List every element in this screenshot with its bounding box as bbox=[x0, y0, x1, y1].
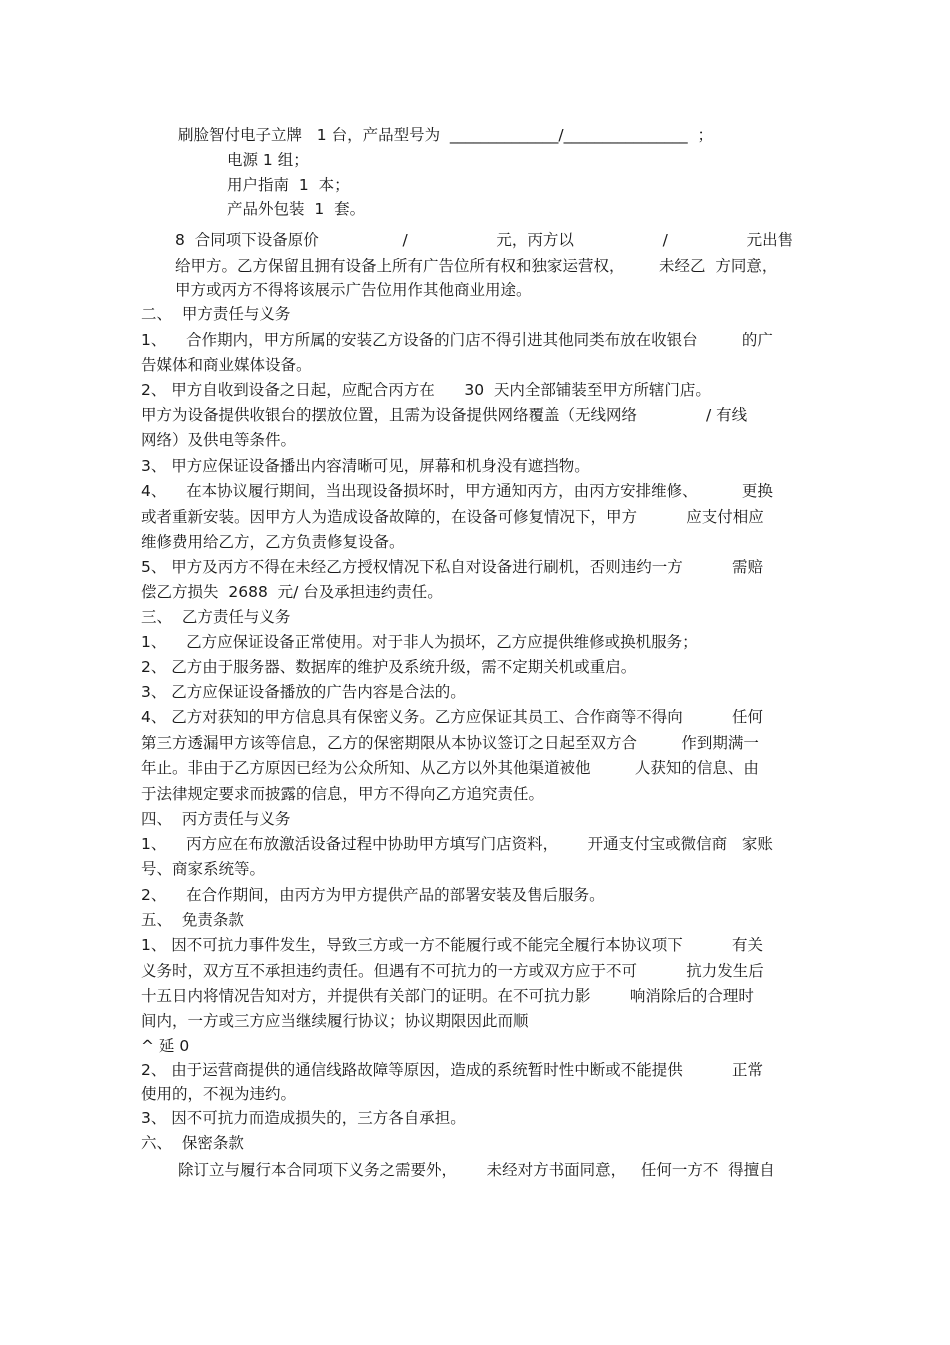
text-line: 号、商家系统等。 bbox=[141, 860, 266, 878]
text-line: 3、 甲方应保证设备播出内容清晰可见，屏幕和机身没有遮挡物。 bbox=[141, 457, 590, 475]
text-line: 偿乙方损失 2688 元/ 台及承担违约责任。 bbox=[141, 583, 443, 601]
text-line: 2、 乙方由于服务器、数据库的维护及系统升级，需不定期关机或重启。 bbox=[141, 658, 637, 676]
text-line: 除订立与履行本合同项下义务之需要外， 未经对方书面同意， 任何一方不 得擅自 bbox=[178, 1161, 775, 1179]
text-line: 于法律规定要求而披露的信息，甲方不得向乙方追究责任。 bbox=[141, 785, 545, 803]
text-line: 第三方透漏甲方该等信息，乙方的保密期限从本协议签订之日起至双方合 作到期满一 bbox=[141, 734, 759, 752]
text-line: 使用的，不视为违约。 bbox=[141, 1085, 297, 1103]
text-line: 2、 由于运营商提供的通信线路故障等原因，造成的系统暂时性中断或不能提供 正常 bbox=[141, 1061, 764, 1079]
text-line: 产品外包装 1 套。 bbox=[227, 200, 366, 218]
text-line: 1、 乙方应保证设备正常使用。对于非人为损坏，乙方应提供维修或换机服务； bbox=[141, 633, 698, 651]
text-line: 甲方或丙方不得将该展示广告位用作其他商业用途。 bbox=[175, 281, 532, 299]
section-heading: 二、 甲方责任与义务 bbox=[141, 305, 291, 323]
section-heading: 六、 保密条款 bbox=[141, 1134, 244, 1152]
text-line: 告媒体和商业媒体设备。 bbox=[141, 356, 312, 374]
text-line: 4、 在本协议履行期间，当出现设备损坏时，甲方通知丙方，由丙方安排维修、 更换 bbox=[141, 482, 773, 500]
text-line: ^ 延 0 bbox=[141, 1037, 190, 1055]
text-line: 2、 在合作期间，由丙方为甲方提供产品的部署安装及售后服务。 bbox=[141, 886, 605, 904]
text-line: 1、 丙方应在布放激活设备过程中协助甲方填写门店资料， 开通支付宝或微信商 家账 bbox=[141, 835, 773, 853]
text-line: 十五日内将情况告知对方，并提供有关部门的证明。在不可抗力影 响消除后的合理时 bbox=[141, 987, 754, 1005]
text-line: 电源 1 组； bbox=[227, 151, 309, 169]
section-heading: 四、 丙方责任与义务 bbox=[141, 810, 291, 828]
text-line: 4、 乙方对获知的甲方信息具有保密义务。乙方应保证其员工、合作商等不得向 任何 bbox=[141, 708, 764, 726]
text-line: 或者重新安装。因甲方人为造成设备故障的，在设备可修复情况下，甲方 应支付相应 bbox=[141, 508, 764, 526]
text-line: 5、 甲方及丙方不得在未经乙方授权情况下私自对设备进行刷机，否则违约一方 需赔 bbox=[141, 558, 764, 576]
text-line: 3、 因不可抗力而造成损失的，三方各自承担。 bbox=[141, 1109, 466, 1127]
text-line: 维修费用给乙方，乙方负责修复设备。 bbox=[141, 533, 405, 551]
text-line: 3、 乙方应保证设备播放的广告内容是合法的。 bbox=[141, 683, 466, 701]
text-line: 刷脸智付电子立牌 1 台，产品型号为 ______________/________________ ； bbox=[178, 126, 714, 144]
text-line: 间内，一方或三方应当继续履行协议；协议期限因此而顺 bbox=[141, 1012, 529, 1030]
section-heading: 五、 免责条款 bbox=[141, 911, 244, 929]
text-line: 8 合同项下设备原价 / 元，丙方以 / 元出售 bbox=[175, 231, 794, 249]
text-line: 年止。非由于乙方原因已经为公众所知、从乙方以外其他渠道被他 人获知的信息、由 bbox=[141, 759, 759, 777]
text-line: 用户指南 1 本； bbox=[227, 176, 350, 194]
text-line: 义务时，双方互不承担违约责任。但遇有不可抗力的一方或双方应于不可 抗力发生后 bbox=[141, 962, 764, 980]
section-heading: 三、 乙方责任与义务 bbox=[141, 608, 291, 626]
text-line: 1、 因不可抗力事件发生，导致三方或一方不能履行或不能完全履行本协议项下 有关 bbox=[141, 936, 764, 954]
text-line: 甲方为设备提供收银台的摆放位置，且需为设备提供网络覆盖（无线网络 / 有线 bbox=[141, 406, 748, 424]
text-line: 2、 甲方自收到设备之日起，应配合丙方在 30 天内全部铺装至甲方所辖门店。 bbox=[141, 381, 711, 399]
text-line: 网络）及供电等条件。 bbox=[141, 431, 297, 449]
text-line: 1、 合作期内，甲方所属的安装乙方设备的门店不得引进其他同类布放在收银台 的广 bbox=[141, 331, 773, 349]
text-line: 给甲方。乙方保留且拥有设备上所有广告位所有权和独家运营权， 未经乙 方同意， bbox=[175, 257, 778, 275]
